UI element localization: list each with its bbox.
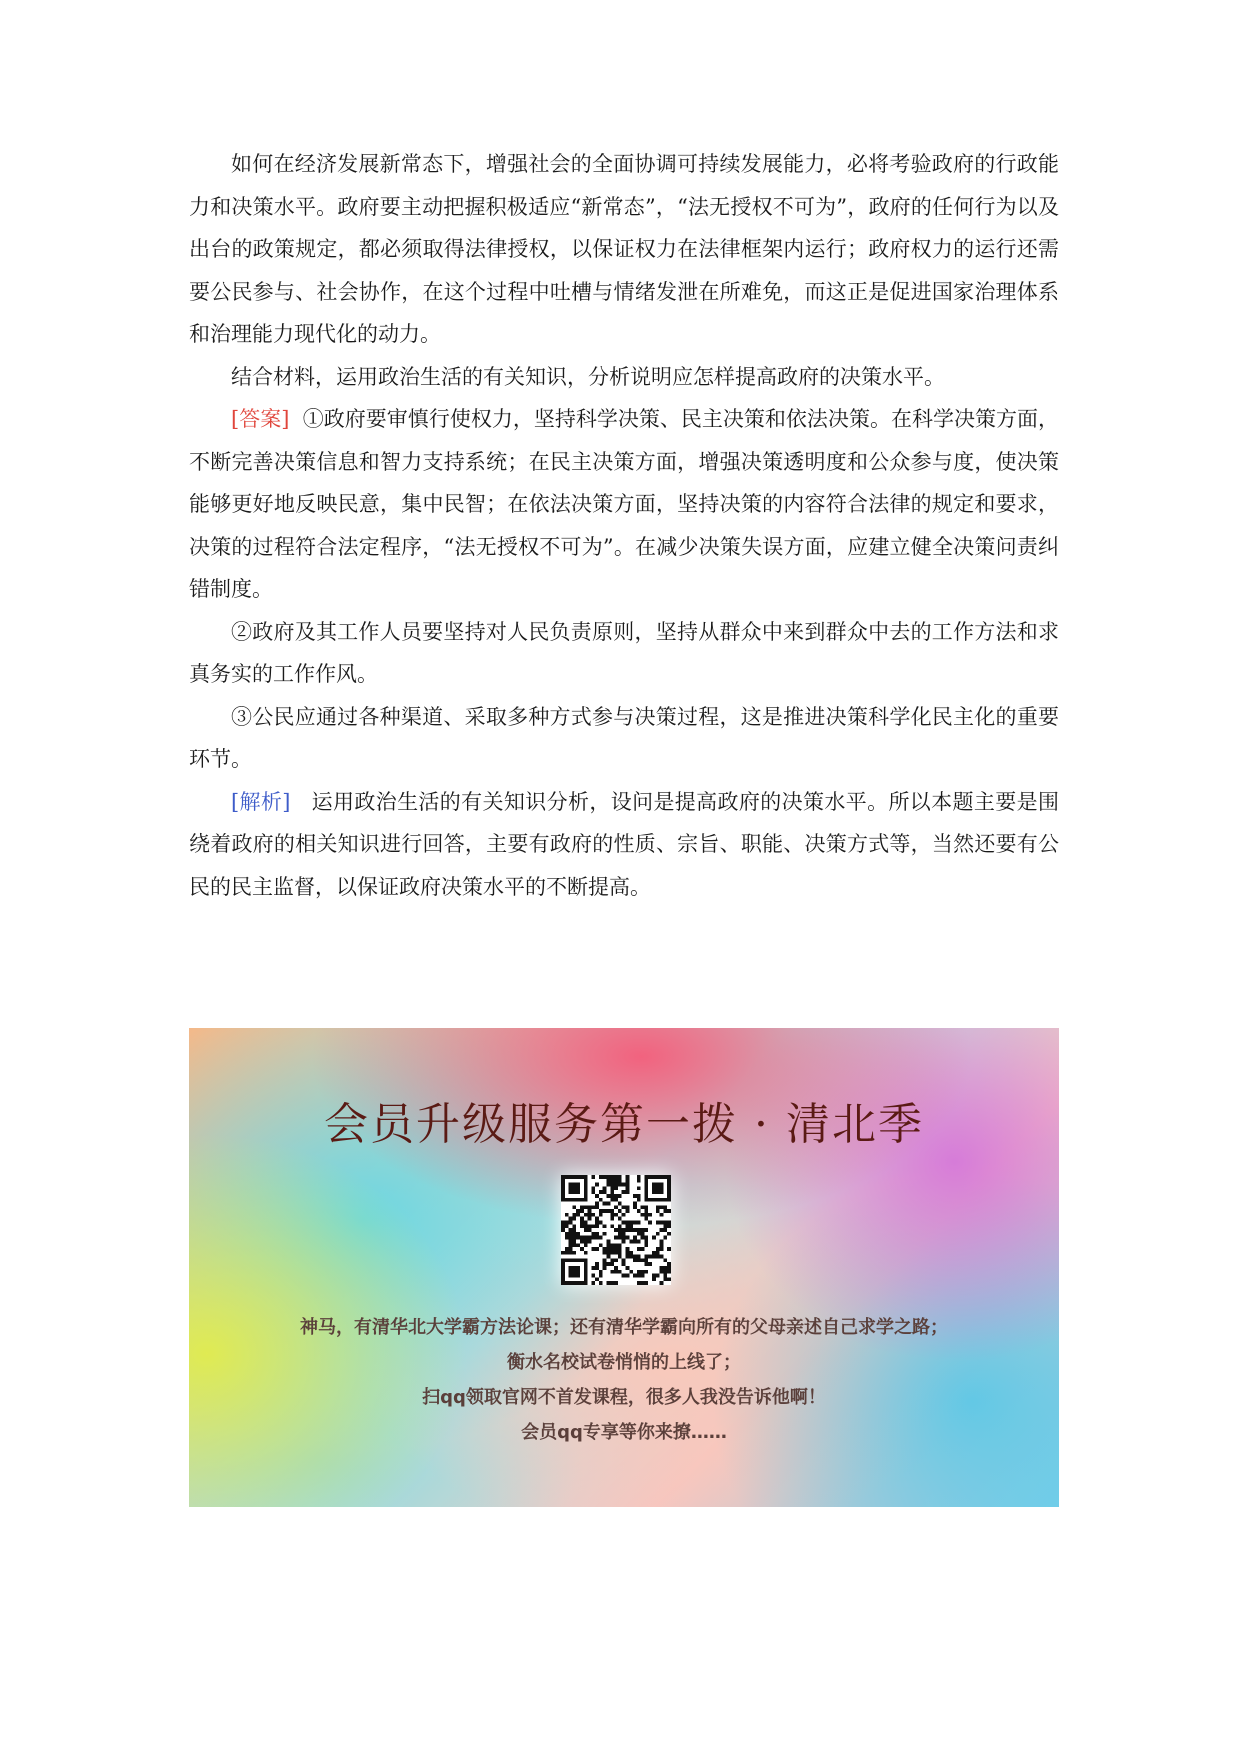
banner-line-2: 衡水名校试卷悄悄的上线了；: [507, 1352, 741, 1373]
banner-title: 会员升级服务第一拨 · 清北季: [324, 1099, 924, 1150]
answer-tag: [答案]: [231, 407, 290, 431]
answer-paragraph-2: ②政府及其工作人员要坚持对人民负责原则，坚持从群众中来到群众中去的工作方法和求真务实的工作作风。: [189, 619, 1059, 686]
question-paragraph: 结合材料，运用政治生活的有关知识，分析说明应怎样提高政府的决策水平。: [231, 364, 945, 389]
banner-text-block: [189, 1310, 1059, 1450]
promo-banner[interactable]: [189, 1028, 1059, 1507]
answer-paragraph-1: [189, 398, 1059, 611]
answer-text-1: ①政府要审慎行使权力，坚持科学决策、民主决策和依法决策。在科学决策方面，不断完善决策信息和智力支持系统；在民主决策方面，增强决策透明度和公众参与度，使决策能够更好地反映民意，集中民智；在依法决策方面，坚持决策的内容符合法律的规定和要求，决策的过程符合法定程序，“法无授权不可为”。在减少决策失误方面，应建立健全决策问责纠错制度。: [189, 407, 1059, 601]
banner-line-1: 神马，有清华北大学霸方法论课；还有清华学霸向所有的父母亲述自己求学之路；: [300, 1317, 948, 1338]
material-paragraph: 如何在经济发展新常态下，增强社会的全面协调可持续发展能力，必将考验政府的行政能力和决策水平。政府要主动把握积极适应“新常态”，“法无授权不可为”，政府的任何行为以及出台的政策规定，都必须取得法律授权，以保证权力在法律框架内运行；政府权力的运行还需要公民参与、社会协作，在这个过程中吐槽与情绪发泄在所难免，而这正是促进国家治理体系和治理能力现代化的动力。: [189, 152, 1059, 346]
analysis-tag: [解析]: [231, 789, 291, 814]
banner-line-3: 扫qq领取官网不首发课程，很多人我没告诉他啊！: [422, 1387, 826, 1408]
document-body: [189, 143, 1059, 908]
banner-line-4: 会员qq专享等你来撩……: [521, 1422, 727, 1443]
analysis-text: 运用政治生活的有关知识分析，设问是提高政府的决策水平。所以本题主要是围绕着政府的相关知识进行回答，主要有政府的性质、宗旨、职能、决策方式等，当然还要有公民的民主监督，以保证政府决策水平的不断提高。: [189, 789, 1059, 899]
qr-code-icon[interactable]: [561, 1175, 671, 1285]
analysis-paragraph: [189, 781, 1059, 909]
answer-paragraph-3: ③公民应通过各种渠道、采取多种方式参与决策过程，这是推进决策科学化民主化的重要环节。: [189, 704, 1059, 771]
